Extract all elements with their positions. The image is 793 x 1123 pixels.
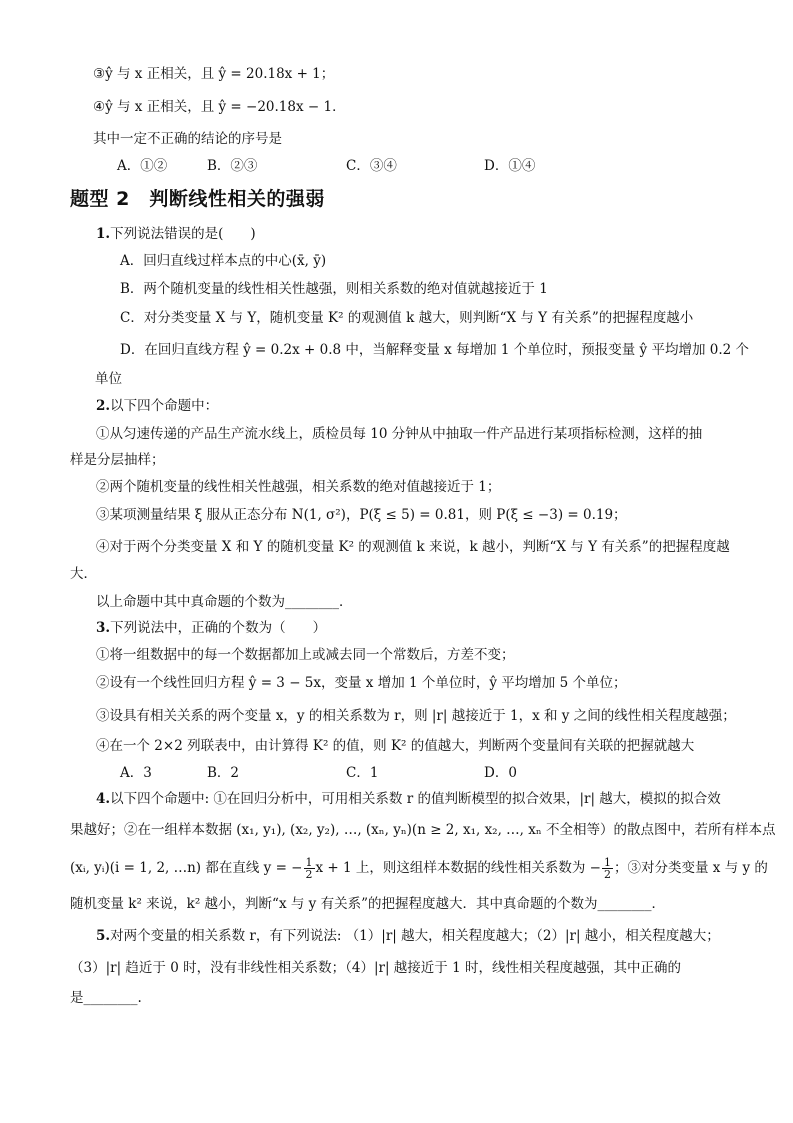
q4-fraction-2 xyxy=(602,857,613,880)
q4-fraction-1 xyxy=(304,857,315,880)
q4-line-1 xyxy=(96,789,721,809)
prev-option-a: A．①② xyxy=(117,158,168,174)
q4-line-3-part-b: x + 1 上，则这组样本数据的线性相关系数为 − xyxy=(315,860,601,876)
q4-fraction-1-den: 2 xyxy=(305,868,313,881)
q3-option-a: A．3 xyxy=(120,765,152,781)
q1-option-a: A．回归直线过样本点的中心(x̄, ȳ) xyxy=(120,253,327,269)
q2-number: 2. xyxy=(96,398,111,414)
q2-statement-4b: 大． xyxy=(70,566,97,582)
q3-statement-3: ③设具有相关关系的两个变量 x，y 的相关系数为 r，则 |r| 越接近于 1，x 和 y 之间的线性相关程度越强； xyxy=(96,708,736,724)
q2-statement-1a: ①从匀速传递的产品生产流水线上，质检员每 10 分钟从中抽取一件产品进行某项指标检测，这样的抽 xyxy=(96,426,703,442)
q5-line-3: 是________. xyxy=(70,990,142,1006)
q1-option-d-cont: 单位 xyxy=(95,371,122,387)
q2-statement-1b: 样是分层抽样； xyxy=(70,452,165,468)
q4-line-3-part-c: ；③对分类变量 x 与 y 的 xyxy=(614,860,768,876)
q4-fraction-2-num: 1 xyxy=(604,856,611,869)
q3-option-d: D．0 xyxy=(484,765,517,781)
q5-line-1 xyxy=(96,926,720,946)
q1-stem xyxy=(96,224,256,244)
q2-stem xyxy=(96,396,218,416)
q3-number: 3. xyxy=(96,620,111,636)
q4-line-3-part-a: (xᵢ, yᵢ)(i = 1, 2, …n) 都在直线 y = − xyxy=(70,860,303,876)
q3-stem-text: 下列说法中，正确的个数为（ ） xyxy=(110,620,327,636)
prev-option-d: D．①④ xyxy=(484,158,536,174)
q4-number: 4. xyxy=(96,791,111,807)
prev-item-3: ③ŷ 与 x 正相关，且 ŷ = 20.18x + 1； xyxy=(93,66,335,82)
q3-statement-4: ④在一个 2×2 列联表中，由计算得 K² 的值，则 K² 的值越大，判断两个变量间有关联的把握就越大 xyxy=(96,738,695,754)
q5-number: 5. xyxy=(96,928,111,944)
q1-number: 1. xyxy=(96,226,111,242)
q3-option-b: B．2 xyxy=(207,765,240,781)
q1-stem-text: 下列说法错误的是( ) xyxy=(110,226,256,242)
q2-statement-4a: ④对于两个分类变量 X 和 Y 的随机变量 K² 的观测值 k 来说，k 越小，判断“X 与 Y 有关系”的把握程度越 xyxy=(96,539,730,555)
q1-option-d: D．在回归直线方程 ŷ = 0.2x + 0.8 中，当解释变量 x 每增加 1 个单位时，预报变量 ŷ 平均增加 0.2 个 xyxy=(120,342,750,358)
q1-option-b: B．两个随机变量的线性相关性越强，则相关系数的绝对值就越接近于 1 xyxy=(120,281,548,297)
q2-stem-text: 以下四个命题中： xyxy=(110,398,219,414)
section-title: 题型 2 判断线性相关的强弱 xyxy=(70,188,325,210)
q3-stem xyxy=(96,618,326,638)
q4-line-3 xyxy=(70,857,768,880)
q2-ask: 以上命题中其中真命题的个数为________． xyxy=(96,594,353,610)
q3-option-c: C．1 xyxy=(346,765,379,781)
q5-line-1-text: 对两个变量的相关系数 r，有下列说法: （1）|r| 越大，相关程度越大；（2）|r| 越小，相关程度越大； xyxy=(110,928,720,944)
q5-line-2: （3）|r| 趋近于 0 时，没有非线性相关系数；（4）|r| 越接近于 1 时，线性相关程度越强，其中正确的 xyxy=(70,960,681,976)
prev-option-b: B．②③ xyxy=(207,158,258,174)
q1-option-c: C．对分类变量 X 与 Y，随机变量 K² 的观测值 k 越大，则判断“X 与 Y 有关系”的把握程度越小 xyxy=(120,310,694,326)
prev-option-c: C．③④ xyxy=(346,158,397,174)
q4-line-1-text: 以下四个命题中: ①在回归分析中，可用相关系数 r 的值判断模型的拟合效果，|r| 越大，模拟的拟合效 xyxy=(110,791,721,807)
prev-question: 其中一定不正确的结论的序号是 xyxy=(93,131,282,147)
q4-line-2: 果越好；②在一组样本数据 (x₁, y₁), (x₂, y₂), …, (xₙ, yₙ)(n ≥ 2, x₁, x₂, …, xₙ 不全相等）的散点图中，若所有样本点 xyxy=(70,822,776,838)
q2-statement-2: ②两个随机变量的线性相关性越强，相关系数的绝对值越接近于 1； xyxy=(96,479,501,495)
q4-fraction-1-num: 1 xyxy=(305,856,313,869)
q2-statement-3: ③某项测量结果 ξ 服从正态分布 N(1, σ²)，P(ξ ≤ 5) = 0.81，则 P(ξ ≤ −3) = 0.19； xyxy=(96,507,627,523)
q4-line-4: 随机变量 k² 来说，k² 越小，判断“x 与 y 有关系”的把握程度越大．其中真命题的个数为________． xyxy=(70,896,665,912)
q4-fraction-2-den: 2 xyxy=(604,868,611,881)
q3-statement-2: ②设有一个线性回归方程 ŷ = 3 − 5x，变量 x 增加 1 个单位时，ŷ 平均增加 5 个单位； xyxy=(96,675,627,691)
prev-item-4: ④ŷ 与 x 正相关，且 ŷ = −20.18x − 1． xyxy=(93,99,346,115)
q3-statement-1: ①将一组数据中的每一个数据都加上或减去同一个常数后，方差不变； xyxy=(96,647,515,663)
